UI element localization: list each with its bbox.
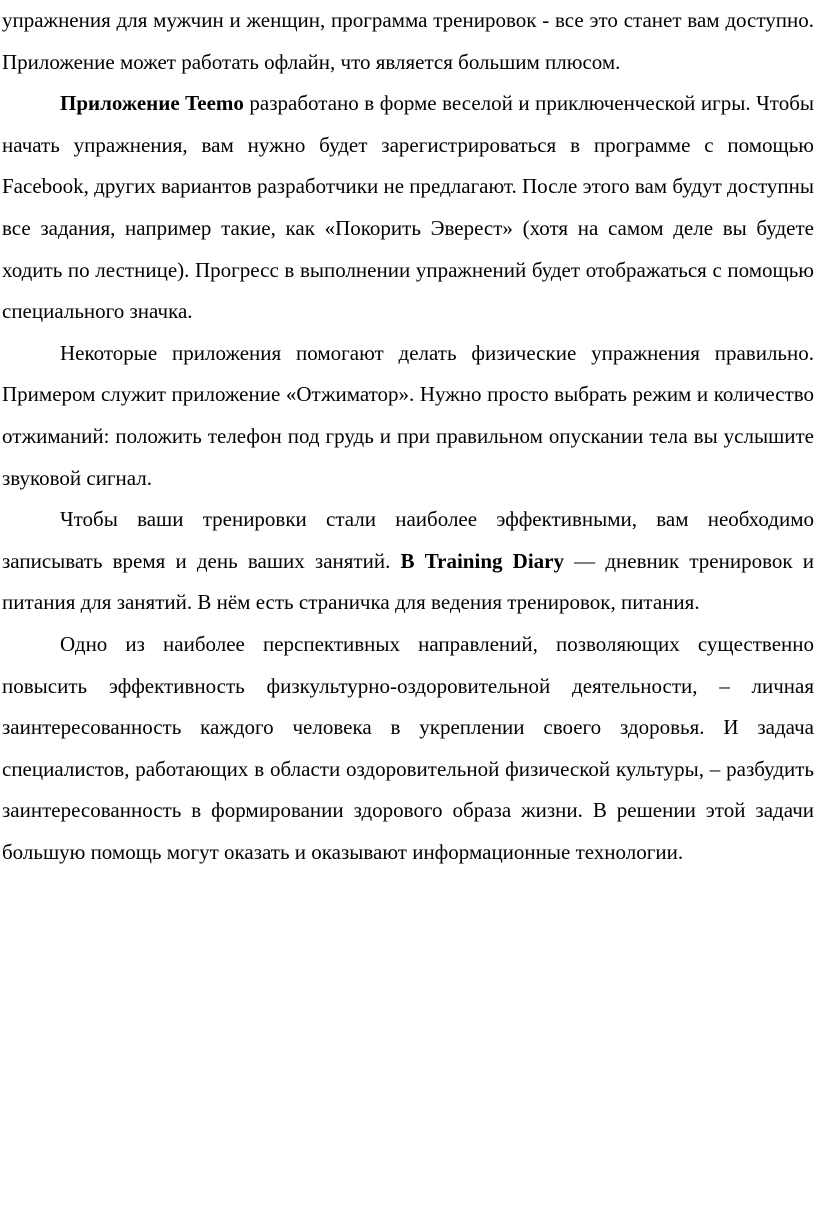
paragraph-4	[2, 499, 814, 624]
training-diary-name: В Training Diary	[400, 548, 564, 573]
paragraph-5: Одно из наиболее перспективных направлений, позволяющих существенно повысить эффективность физкультурно-оздоровительной деятельности, – личная заинтересованность каждого человека в укреплении своего здоровья. И задача специалистов, работающих в области оздоровительной физической культуры, – разбудить заинтересованность в формировании здорового образа жизни. В решении этой задачи большую помощь могут оказать и оказывают информационные технологии.	[2, 631, 814, 864]
paragraph-2	[2, 83, 814, 333]
document-body	[2, 0, 814, 873]
teemo-app-name: Приложение Teemo	[60, 91, 244, 116]
paragraph-3: Некоторые приложения помогают делать физические упражнения правильно. Примером служит приложение «Отжиматор». Нужно просто выбрать режим и количество отжиманий: положить телефон под грудь и при правильном опускании тела вы услышите звуковой сигнал.	[2, 340, 814, 490]
paragraph-1: упражнения для мужчин и женщин, программа тренировок - все это станет вам доступно. Приложение может работать офлайн, что является большим плюсом.	[2, 8, 814, 74]
paragraph-4-start: Чтобы ваши тренировки стали наиболее эффективными, вам необходимо записывать время и день ваших занятий.	[2, 507, 814, 573]
paragraph-2-text: разработано в форме веселой и приключенческой игры. Чтобы начать упражнения, вам нужно будет зарегистрироваться в программе с помощью Facebook, других вариантов разработчики не предлагают. После этого вам будут доступны все задания, например такие, как «Покорить Эверест» (хотя на самом деле вы будете ходить по лестнице). Прогресс в выполнении упражнений будет отображаться с помощью специального значка.	[2, 91, 815, 324]
paragraph-4-text: — дневник тренировок и питания для занятий. В нём есть страничка для ведения тренировок, питания.	[2, 548, 814, 615]
